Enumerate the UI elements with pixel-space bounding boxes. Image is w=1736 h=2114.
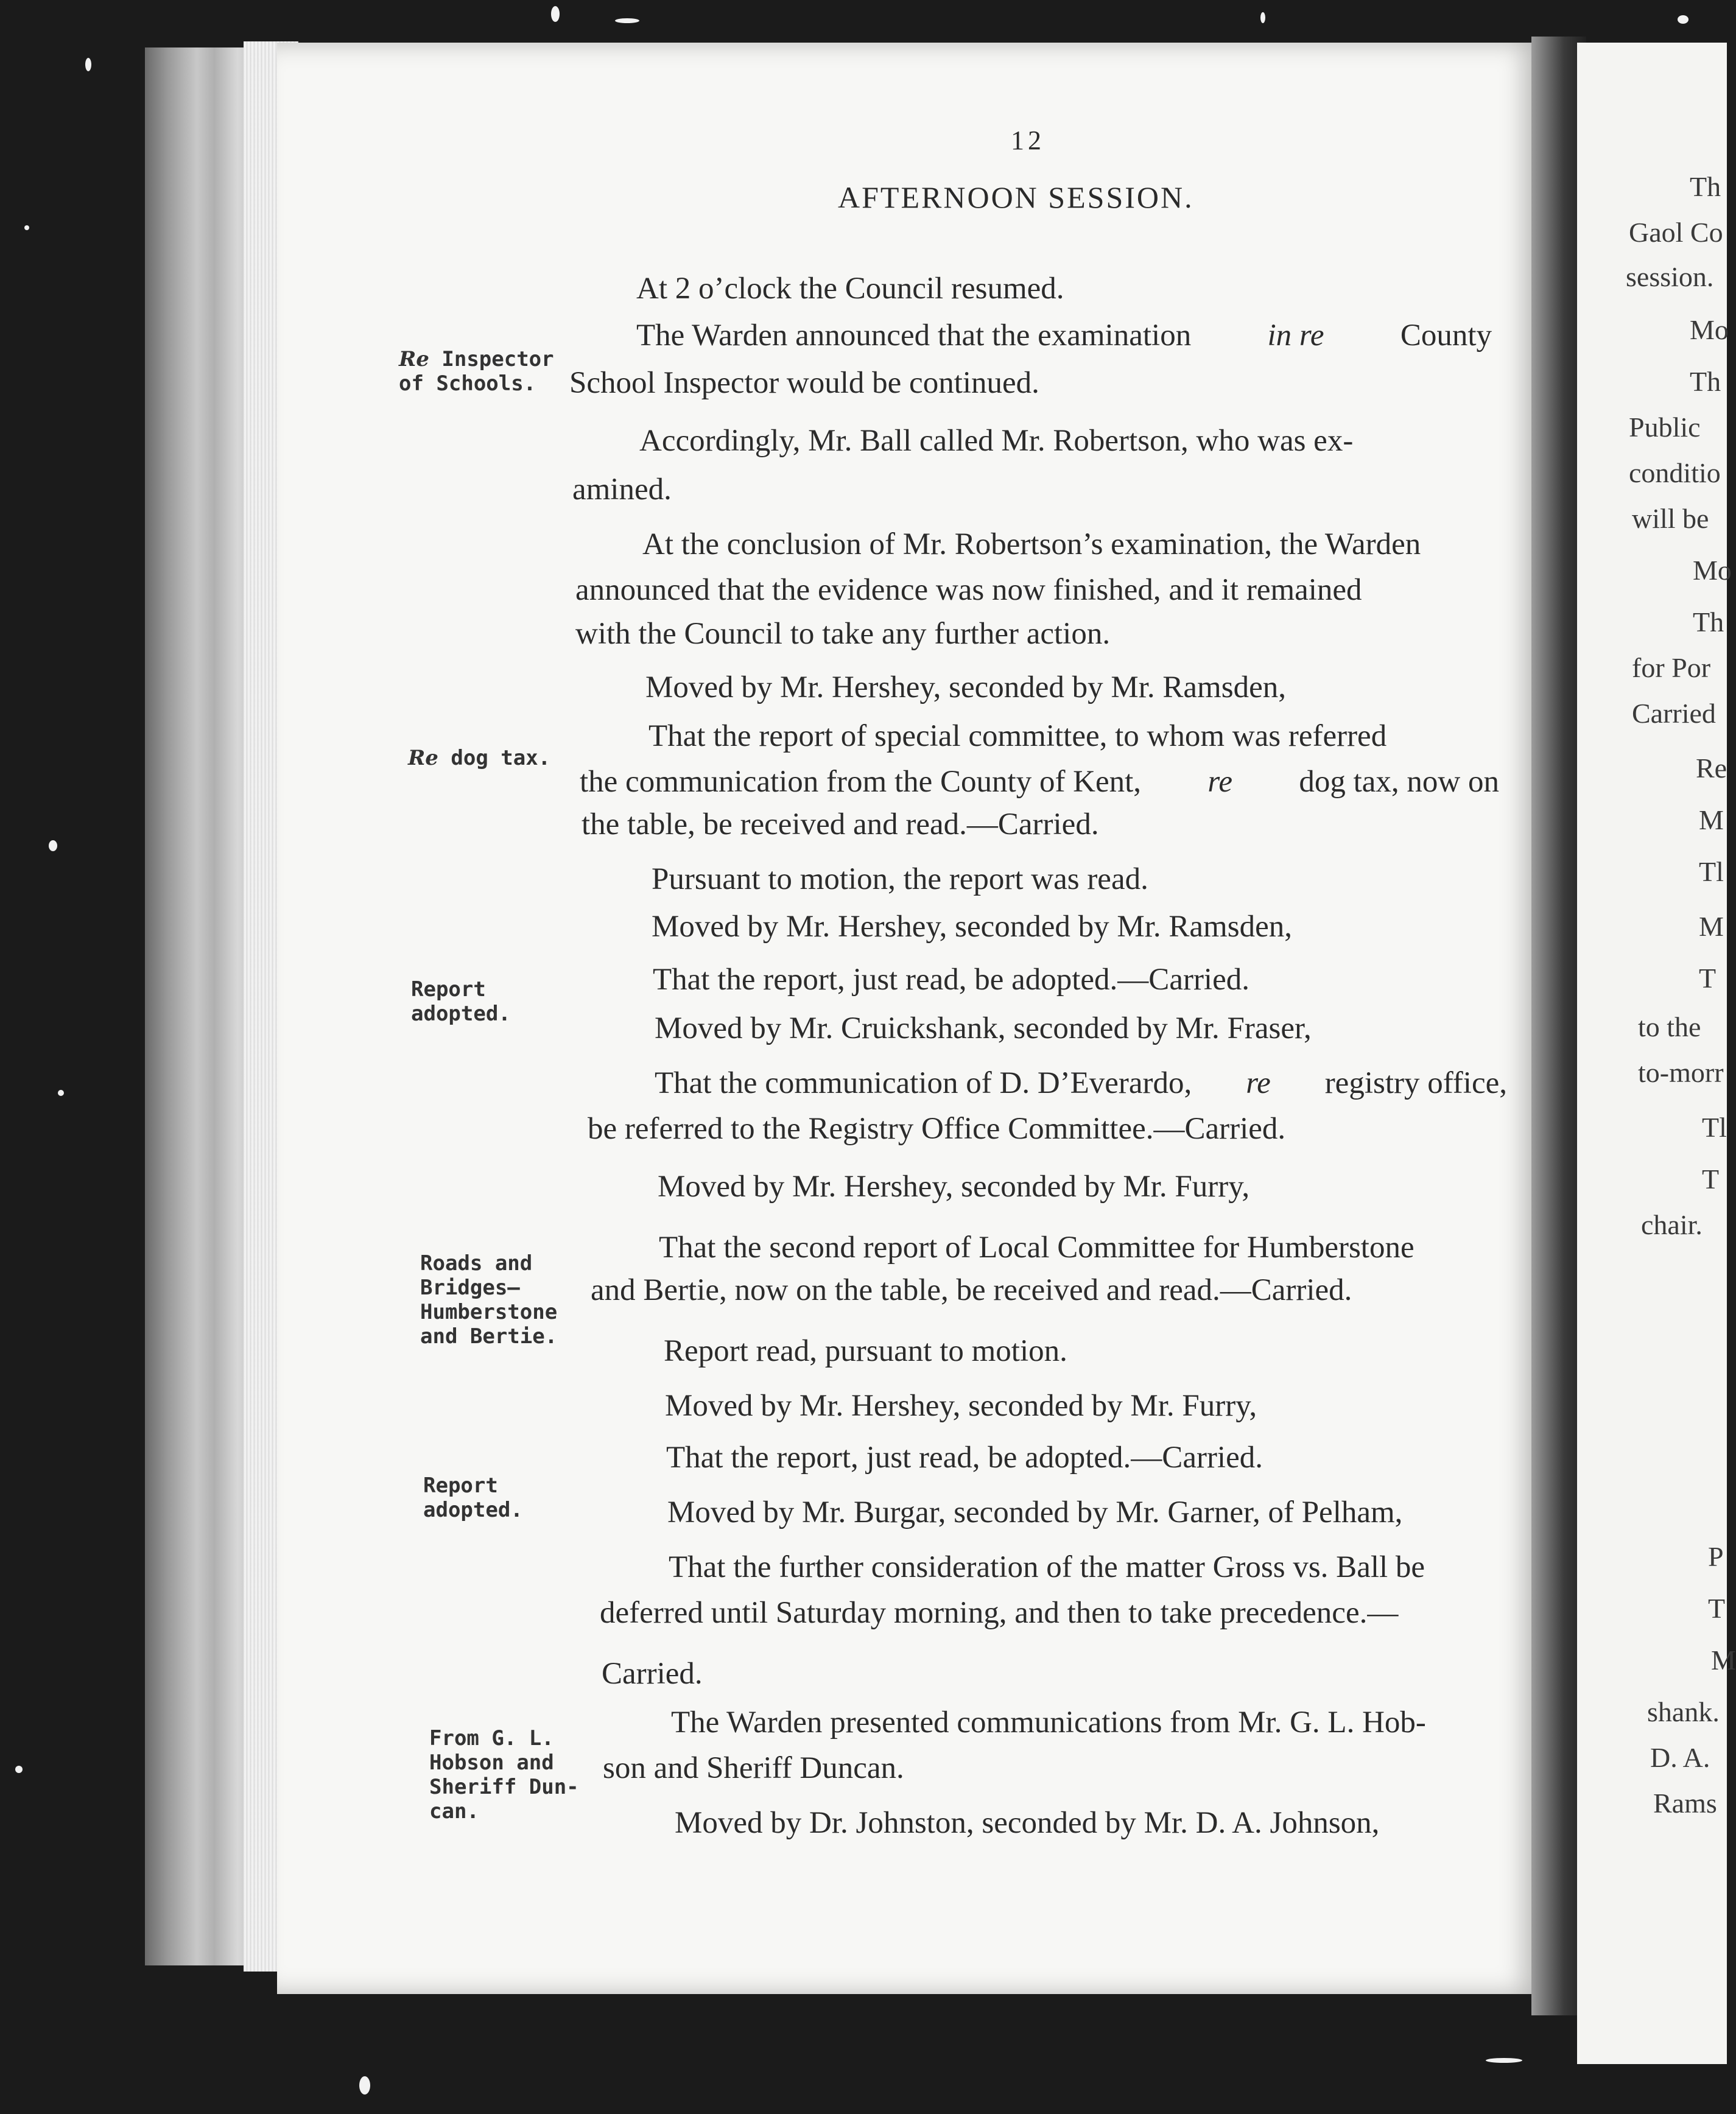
- body-line: Pursuant to motion, the report was read.: [652, 862, 1148, 896]
- facing-page-line: for Por: [1632, 652, 1711, 683]
- body-line: That the report, just read, be adopted.—Carried.: [666, 1441, 1263, 1475]
- facing-page-line: Tl: [1699, 856, 1724, 887]
- margin-note-text: Hobson and: [429, 1751, 554, 1775]
- body-line: Moved by Mr. Burgar, seconded by Mr. Garner, of Pelham,: [667, 1495, 1403, 1529]
- scan-speck: [615, 18, 639, 23]
- body-line: That the second report of Local Committee for Humberstone: [659, 1231, 1414, 1265]
- facing-page-line: Rams: [1653, 1788, 1717, 1819]
- scan-speck: [551, 6, 560, 22]
- body-line: [655, 1066, 1507, 1101]
- body-line: be referred to the Registry Office Committee.—Carried.: [588, 1112, 1286, 1146]
- scan-speck: [24, 225, 29, 230]
- margin-note-text: dog tax.: [451, 746, 551, 770]
- body-text: That the communication of D. D’Everardo,: [655, 1066, 1192, 1100]
- margin-note-text: Inspector: [441, 347, 554, 371]
- margin-note-italic: Re: [399, 347, 429, 371]
- margin-note-text: Report: [411, 977, 486, 1002]
- facing-page-line: Carried: [1632, 698, 1716, 729]
- facing-page-line: T: [1708, 1593, 1726, 1624]
- margin-note-text: From G. L.: [429, 1726, 554, 1751]
- facing-page-line: D. A.: [1650, 1742, 1710, 1773]
- facing-page-line: Th: [1690, 171, 1721, 202]
- facing-page-line: session.: [1626, 261, 1714, 292]
- margin-note-text: Report: [423, 1473, 498, 1498]
- body-line: That the report, just read, be adopted.—Carried.: [653, 963, 1249, 997]
- scan-speck: [15, 1766, 23, 1773]
- body-line: [580, 764, 1499, 799]
- margin-note-text: Sheriff Dun-: [429, 1775, 579, 1799]
- margin-note-text: and Bertie.: [420, 1324, 558, 1349]
- facing-page-line: Th: [1690, 366, 1721, 397]
- margin-note-text: adopted.: [411, 1002, 511, 1026]
- facing-page-line: Mo: [1690, 314, 1729, 345]
- facing-page-line: T: [1702, 1164, 1720, 1195]
- facing-page-line: chair.: [1641, 1209, 1703, 1240]
- facing-page-line: Re: [1696, 753, 1727, 784]
- facing-page-line: P: [1708, 1541, 1724, 1572]
- body-text: the communication from the County of Kent,: [580, 765, 1142, 799]
- facing-page-line: to the: [1638, 1011, 1701, 1042]
- margin-note-text: can.: [429, 1799, 479, 1824]
- body-italic: re: [1246, 1066, 1271, 1100]
- facing-page-line: Th: [1693, 606, 1724, 637]
- scan-speck: [85, 58, 91, 71]
- body-italic: in re: [1267, 318, 1324, 353]
- margin-note-dog-tax: [408, 746, 550, 770]
- session-heading: AFTERNOON SESSION.: [838, 180, 1194, 214]
- margin-note-text: of Schools.: [399, 371, 536, 396]
- facing-page-line: Mo: [1693, 555, 1732, 586]
- body-line: amined.: [572, 472, 672, 507]
- margin-note-hobson-duncan: [429, 1726, 579, 1824]
- body-line: Moved by Mr. Hershey, seconded by Mr. Furry,: [658, 1170, 1250, 1204]
- scan-speck: [1260, 12, 1265, 23]
- body-italic: re: [1207, 765, 1232, 799]
- body-line: the table, be received and read.—Carried.: [582, 807, 1099, 841]
- body-text: registry office,: [1324, 1066, 1507, 1100]
- body-line: At the conclusion of Mr. Robertson’s examination, the Warden: [642, 527, 1421, 561]
- facing-page-line: Public: [1629, 412, 1701, 443]
- body-line: son and Sheriff Duncan.: [603, 1751, 904, 1785]
- facing-page-line: shank.: [1647, 1696, 1720, 1727]
- body-line: That the report of special committee, to whom was referred: [648, 719, 1387, 753]
- facing-page-line: Tl: [1702, 1112, 1727, 1143]
- body-line: School Inspector would be continued.: [569, 366, 1039, 400]
- facing-page-line: M: [1699, 911, 1724, 942]
- body-line: Moved by Mr. Cruickshank, seconded by Mr. Fraser,: [655, 1011, 1312, 1045]
- margin-note-italic: Re: [408, 746, 438, 770]
- scan-speck: [58, 1090, 64, 1096]
- body-line: [636, 318, 1492, 353]
- scan-speck: [49, 840, 57, 851]
- margin-note-roads-bridges: [420, 1251, 557, 1349]
- scan-speck: [359, 2076, 370, 2095]
- body-line: deferred until Saturday morning, and then to take precedence.—: [600, 1596, 1399, 1630]
- body-text: County: [1400, 318, 1492, 353]
- scan-speck: [1678, 15, 1689, 24]
- margin-note-text: adopted.: [423, 1498, 523, 1522]
- margin-note-report-adopted-2: [423, 1473, 523, 1522]
- facing-page-line: Gaol Co: [1629, 217, 1723, 248]
- margin-note-report-adopted: [411, 977, 511, 1026]
- body-line: Carried.: [602, 1657, 703, 1691]
- facing-page-line: conditio: [1629, 457, 1721, 488]
- page-number: 12: [1011, 125, 1045, 155]
- body-line: Moved by Mr. Hershey, seconded by Mr. Ramsden,: [645, 670, 1286, 704]
- facing-page-line: to-morr: [1638, 1057, 1724, 1088]
- scan-speck: [1486, 2058, 1522, 2063]
- body-text: dog tax, now on: [1299, 765, 1499, 799]
- facing-page-line: M: [1699, 804, 1724, 835]
- margin-note-text: Roads and: [420, 1251, 533, 1276]
- body-line: with the Council to take any further action.: [575, 617, 1111, 651]
- body-line: Moved by Mr. Hershey, seconded by Mr. Ramsden,: [652, 910, 1292, 944]
- body-line: Accordingly, Mr. Ball called Mr. Robertson, who was ex-: [639, 424, 1354, 458]
- body-line: At 2 o’clock the Council resumed.: [636, 272, 1064, 306]
- body-line: Moved by Mr. Hershey, seconded by Mr. Furry,: [665, 1389, 1257, 1423]
- facing-page-line: M: [1711, 1645, 1736, 1676]
- margin-note-text: Humberstone: [420, 1300, 558, 1324]
- body-line: The Warden presented communications from Mr. G. L. Hob-: [671, 1705, 1426, 1740]
- body-line: and Bertie, now on the table, be received and read.—Carried.: [591, 1273, 1352, 1307]
- body-line: announced that the evidence was now finished, and it remained: [575, 573, 1362, 607]
- body-line: Moved by Dr. Johnston, seconded by Mr. D. A. Johnson,: [675, 1806, 1380, 1840]
- facing-page-line: T: [1699, 963, 1717, 994]
- body-text: The Warden announced that the examination: [636, 318, 1192, 353]
- body-line: That the further consideration of the matter Gross vs. Ball be: [669, 1550, 1425, 1584]
- margin-note-inspector: [399, 347, 554, 396]
- body-line: Report read, pursuant to motion.: [664, 1334, 1067, 1368]
- margin-note-text: Bridges—: [420, 1276, 520, 1300]
- facing-page-line: will be: [1632, 503, 1709, 534]
